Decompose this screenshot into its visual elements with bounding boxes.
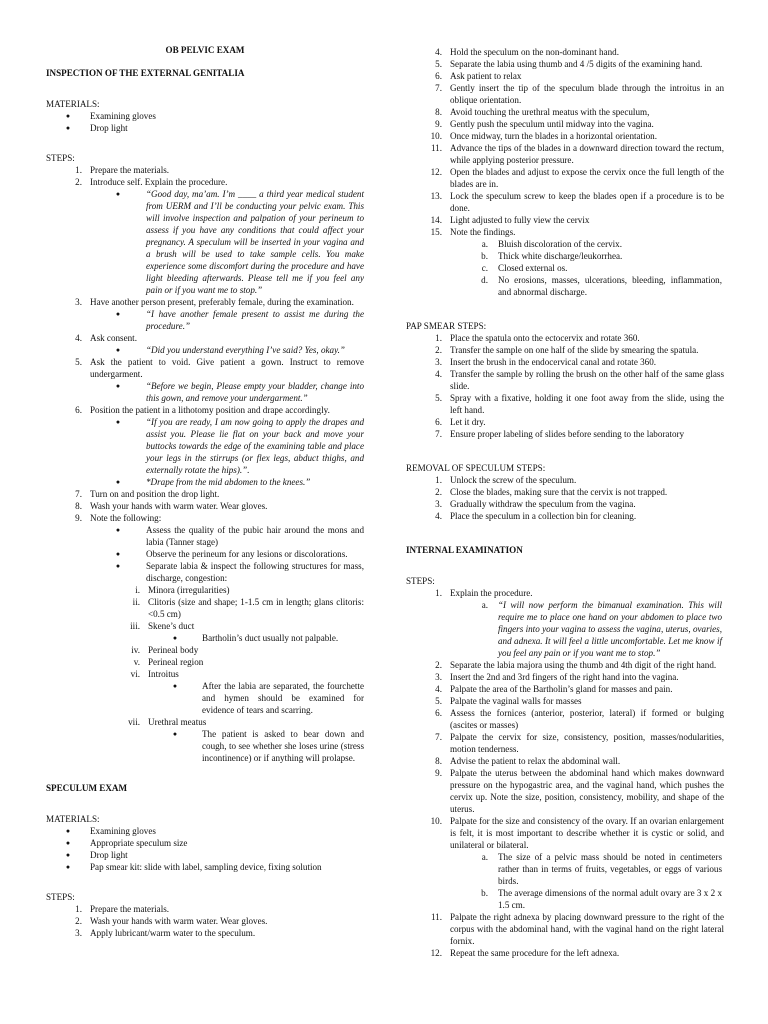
list-item: ii. Clitoris (size and shape; 1-1.5 cm in length; glans clitoris: <0.5 cm)	[132, 597, 364, 619]
steps-label: STEPS:	[406, 576, 435, 586]
list-item: 6. Position the patient in a lithotomy position and drape accordingly.	[75, 405, 330, 415]
left-column	[46, 44, 364, 939]
list-item: 3. Gradually withdraw the speculum from the vagina.	[435, 499, 636, 509]
quote-item: ● *Drape from the mid abdomen to the knees.”	[46, 476, 364, 488]
list-item: d. No erosions, masses, ulcerations, bleeding, inflammation, and abnormal discharge.	[481, 275, 722, 297]
speculum-steps-list	[406, 46, 724, 298]
list-item: 6. Ask patient to relax	[435, 71, 522, 81]
pap-steps-list	[406, 332, 724, 440]
list-item: 2. Introduce self. Explain the procedure.	[75, 177, 228, 187]
quote-item: ● “I have another female present to assist me during the procedure.”	[46, 308, 364, 332]
internal-steps-list	[406, 587, 724, 959]
list-item: 8. Advise the patient to relax the abdominal wall.	[435, 756, 621, 766]
bullet-icon: ●	[65, 827, 71, 835]
list-item: 7. Ensure proper labeling of slides before sending to the laboratory	[435, 429, 685, 439]
list-item: 2. Close the blades, making sure that the cervix is not trapped.	[435, 487, 668, 497]
list-item: 2. Transfer the sample on one half of the slide by smearing the spatula.	[435, 345, 699, 355]
bullet-icon: ●	[115, 346, 121, 354]
list-item: 1. Place the spatula onto the ectocervix and rotate 360.	[435, 333, 640, 343]
list-item: 14. Light adjusted to fully view the cervix	[430, 215, 590, 225]
list-item: 7. Gently insert the tip of the speculum blade through the introitus in an oblique orientation.	[435, 83, 724, 105]
steps-label: STEPS:	[46, 892, 75, 902]
list-item: 1. Prepare the materials.	[75, 165, 170, 175]
list-item: 10. Palpate for the size and consistency of the ovary. If an ovarian enlargement is felt, it is most important to describe whether it is cystic or solid, and unilateral or bilateral.	[430, 816, 724, 850]
list-item: i. Minora (irregularities)	[135, 585, 230, 595]
list-item: ● Drop light	[46, 849, 364, 861]
materials-list	[46, 110, 364, 134]
list-item: 12. Open the blades and adjust to expose the cervix once the full length of the blades are in.	[430, 167, 724, 189]
list-item: 1. Explain the procedure.	[435, 588, 533, 598]
steps-list	[46, 164, 364, 764]
list-item: 5. Spray with a fixative, holding it one foot away from the slide, using the left hand.	[435, 393, 724, 415]
list-item: v. Perineal region	[133, 657, 204, 667]
list-item: ● Assess the quality of the pubic hair around the mons and labia (Tanner stage)	[46, 524, 364, 548]
list-item: b. Thick white discharge/leukorrhea.	[481, 251, 623, 261]
list-item: 7. Turn on and position the drop light.	[75, 489, 220, 499]
list-item: ● Pap smear kit: slide with label, sampling device, fixing solution	[46, 861, 364, 873]
list-item: ● Observe the perineum for any lesions or discolorations.	[46, 548, 364, 560]
list-item: b. The average dimensions of the normal adult ovary are 3 x 2 x 1.5 cm.	[481, 888, 722, 910]
bullet-icon: ●	[65, 851, 71, 859]
materials-label: MATERIALS:	[46, 99, 100, 109]
list-item: ● Bartholin’s duct usually not palpable.	[46, 632, 364, 644]
bullet-icon: ●	[115, 478, 121, 486]
list-item: c. Closed external os.	[481, 263, 568, 273]
bullet-icon: ●	[172, 682, 178, 690]
list-item: 4. Transfer the sample by rolling the brush on the other half of the same glass slide.	[435, 369, 724, 391]
list-item: 5. Palpate the vaginal walls for masses	[435, 696, 582, 706]
bullet-icon: ●	[65, 112, 71, 120]
list-item: 4. Place the speculum in a collection bin for cleaning.	[435, 511, 637, 521]
steps-list	[46, 903, 364, 939]
quote-item: a. “I will now perform the bimanual examination. This will require me to place one hand on your abdomen to place two fingers into your vagina to assess the vagina, uterus, ovaries, and adnexa. It will feel a little uncomfortable. Let me know if you feel any pain or if you want me to stop.”	[481, 600, 722, 658]
bullet-icon: ●	[115, 190, 121, 198]
list-item: 3. Apply lubricant/warm water to the speculum.	[75, 928, 256, 938]
list-item: 1. Prepare the materials.	[75, 904, 170, 914]
list-item: 4. Palpate the area of the Bartholin’s gland for masses and pain.	[435, 684, 673, 694]
list-item: 8. Avoid touching the urethral meatus with the speculum,	[435, 107, 650, 117]
list-item: 9. Gently push the speculum until midway into the vagina.	[435, 119, 654, 129]
list-item: ● Separate labia & inspect the following structures for mass, discharge, congestion:	[46, 560, 364, 584]
section-heading-external-genitalia: INSPECTION OF THE EXTERNAL GENITALIA	[46, 68, 245, 78]
quote-item: ● “Did you understand everything I’ve said? Yes, okay.”	[46, 344, 364, 356]
bullet-icon: ●	[65, 863, 71, 871]
list-item: 10. Once midway, turn the blades in a horizontal orientation.	[430, 131, 657, 141]
bullet-icon: ●	[115, 550, 121, 558]
bullet-icon: ●	[172, 730, 178, 738]
list-item: ● Examining gloves	[46, 110, 364, 122]
list-item: vi. Introitus	[130, 669, 179, 679]
list-item: ● Drop light	[46, 122, 364, 134]
bullet-icon: ●	[115, 526, 121, 534]
section-heading-speculum-exam: SPECULUM EXAM	[46, 783, 128, 793]
list-item: 3. Insert the 2nd and 3rd fingers of the right hand into the vagina.	[435, 672, 679, 682]
list-item: 6. Let it dry.	[435, 417, 486, 427]
list-item: 3. Insert the brush in the endocervical canal and rotate 360.	[435, 357, 657, 367]
list-item: 12. Repeat the same procedure for the left adnexa.	[430, 948, 620, 958]
bullet-icon: ●	[115, 310, 121, 318]
list-item: 11. Palpate the right adnexa by placing downward pressure to the right of the corpus with the abdominal hand, with the vaginal hand on the right lateral fornix.	[430, 912, 724, 946]
list-item: 5. Ask the patient to void. Give patient a gown. Instruct to remove undergarment.	[75, 357, 364, 379]
bullet-icon: ●	[115, 562, 121, 570]
list-item: 13. Lock the speculum screw to keep the blades open if a procedure is to be done.	[430, 191, 724, 213]
right-column	[406, 46, 724, 959]
list-item: 9. Palpate the uterus between the abdominal hand which makes downward pressure on the hypogastric area, and the vaginal hand, which pushes the cervix up. Note the size, position, consistency, mobility, and shape of the uterus.	[435, 768, 724, 814]
list-item: 1. Unlock the screw of the speculum.	[435, 475, 577, 485]
list-item: 7. Palpate the cervix for size, consistency, position, masses/nodularities, motion tenderness.	[435, 732, 724, 754]
removal-label: REMOVAL OF SPECULUM STEPS:	[406, 463, 546, 473]
bullet-icon: ●	[65, 124, 71, 132]
list-item: iv. Perineal body	[131, 645, 199, 655]
removal-steps-list	[406, 474, 724, 522]
list-item: ● After the labia are separated, the fourchette and hymen should be examined for evidence of tears and scarring.	[46, 680, 364, 716]
materials-label: MATERIALS:	[46, 814, 100, 824]
list-item: 4. Hold the speculum on the non-dominant hand.	[435, 47, 619, 57]
pap-smear-label: PAP SMEAR STEPS:	[406, 321, 487, 331]
list-item: a. Bluish discoloration of the cervix.	[481, 239, 623, 249]
quote-item: ● “Before we begin, Please empty your bladder, change into this gown, and remove your undergarment.”	[46, 380, 364, 404]
document-title: OB PELVIC EXAM	[165, 45, 245, 55]
list-item: ● Appropriate speculum size	[46, 837, 364, 849]
list-item: 2. Wash your hands with warm water. Wear gloves.	[75, 916, 268, 926]
materials-list	[46, 825, 364, 873]
list-item: a. The size of a pelvic mass should be noted in centimeters rather than in terms of fruits, vegetables, or eggs of various birds.	[481, 852, 722, 886]
quote-item: ● “Good day, ma’am. I’m ____ a third year medical student from UERM and I’ll be conducting your pelvic exam. This will involve inspection and palpation of your perineum to assess if you have any conditions that could affect your pregnancy. A speculum will be inserted in your vagina and a brush will be used to take sample cells. You make experience some discomfort during the procedure and have light bleeding afterwards. Please tell me if you feel any pain or if you want me to stop.”	[46, 188, 364, 296]
list-item: 5. Separate the labia using thumb and 4 /5 digits of the examining hand.	[435, 59, 703, 69]
list-item: 6. Assess the fornices (anterior, posterior, lateral) if formed or bulging (ascites or masses)	[435, 708, 724, 730]
list-item: ● The patient is asked to bear down and cough, to see whether she loses urine (stress incontinence) or if anything will prolapse.	[46, 728, 364, 764]
section-heading-internal-examination: INTERNAL EXAMINATION	[406, 545, 523, 555]
list-item: 15. Note the findings.	[430, 227, 516, 237]
list-item: iii. Skene’s duct	[130, 621, 195, 631]
steps-label: STEPS:	[46, 153, 75, 163]
list-item: 9. Note the following:	[75, 513, 162, 523]
list-item: ● Examining gloves	[46, 825, 364, 837]
list-item: 8. Wash your hands with warm water. Wear gloves.	[75, 501, 268, 511]
list-item: 3. Have another person present, preferably female, during the examination.	[75, 297, 354, 307]
list-item: 2. Separate the labia majora using the thumb and 4th digit of the right hand.	[435, 660, 717, 670]
bullet-icon: ●	[115, 418, 121, 426]
list-item: 4. Ask consent.	[75, 333, 137, 343]
bullet-icon: ●	[172, 634, 178, 642]
list-item: vii. Urethral meatus	[128, 717, 207, 727]
quote-item: ● “If you are ready, I am now going to apply the drapes and assist you. Please lie flat on your back and move your buttocks towards the edge of the examining table and place your legs in the stirrups (or flex legs, abduct thighs, and externally rotate the hips).”.	[46, 416, 364, 476]
bullet-icon: ●	[115, 382, 121, 390]
bullet-icon: ●	[65, 839, 71, 847]
list-item: 11. Advance the tips of the blades in a downward direction toward the rectum, while applying posterior pressure.	[430, 143, 724, 165]
